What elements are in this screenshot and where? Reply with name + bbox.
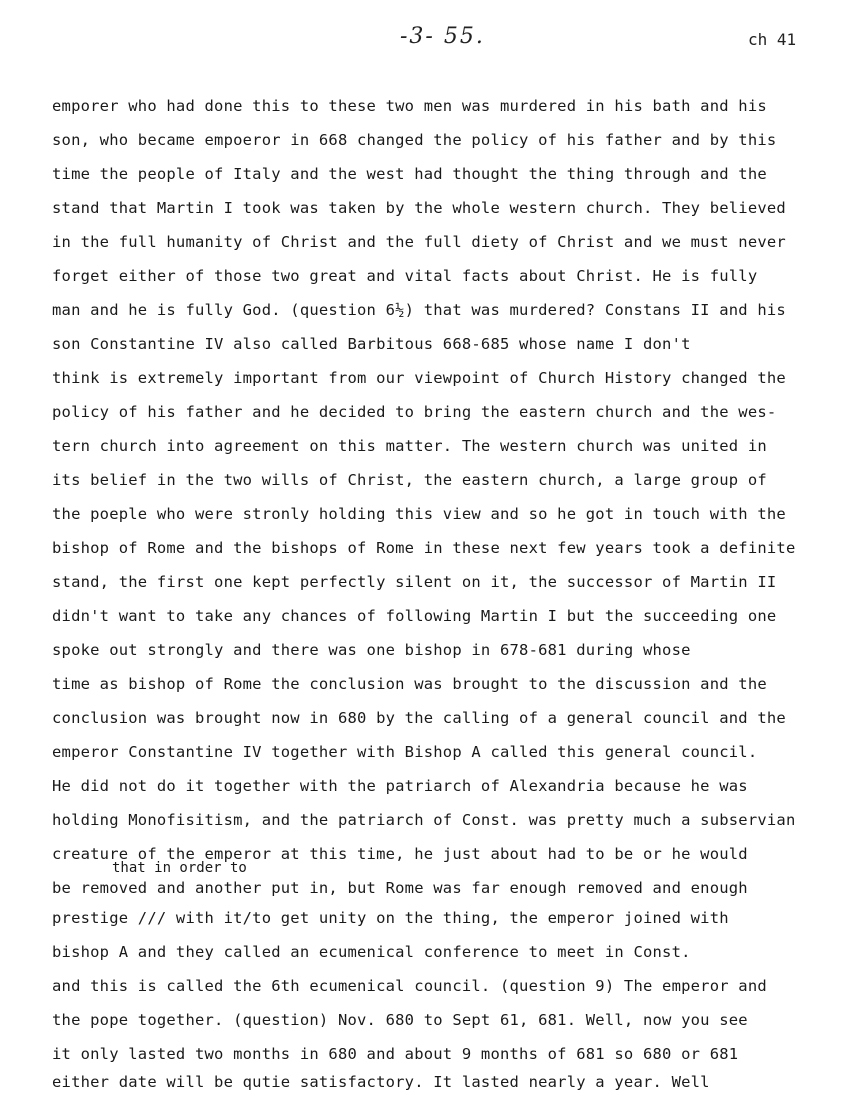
text-line: conclusion was brought now in 680 by the calling of a general council and the: [52, 709, 786, 727]
text-line: and this is called the 6th ecumenical council. (question 9) The emperor and: [52, 977, 767, 995]
text-line: son, who became empoeror in 668 changed the policy of his father and by this: [52, 131, 777, 149]
text-line: policy of his father and he decided to bring the eastern church and the wes-: [52, 403, 777, 421]
text-line: prestige /// with it/to get unity on the thing, the emperor joined with: [52, 909, 729, 927]
text-line: spoke out strongly and there was one bishop in 678-681 during whose: [52, 641, 691, 659]
text-line: forget either of those two great and vital facts about Christ. He is fully: [52, 267, 758, 285]
text-line: time the people of Italy and the west had thought the thing through and the: [52, 165, 767, 183]
text-line: emporer who had done this to these two men was murdered in his bath and his: [52, 97, 767, 115]
text-line: emperor Constantine IV together with Bishop A called this general council.: [52, 743, 758, 761]
text-line: bishop of Rome and the bishops of Rome in these next few years took a definite: [52, 539, 796, 557]
text-line: holding Monofisitism, and the patriarch of Const. was pretty much a subservian: [52, 811, 796, 829]
interline-insertion: that in order to: [112, 860, 247, 876]
text-line: the poeple who were stronly holding this view and so he got in touch with the: [52, 505, 786, 523]
handwritten-page-number: -3- 55.: [400, 24, 485, 49]
text-line: be removed and another put in, but Rome was far enough removed and enough: [52, 879, 748, 897]
text-line: man and he is fully God. (question 6½) that was murdered? Constans II and his: [52, 301, 786, 319]
text-line: in the full humanity of Christ and the full diety of Christ and we must never: [52, 233, 786, 251]
text-line: son Constantine IV also called Barbitous 668-685 whose name I don't: [52, 335, 691, 353]
text-line: it only lasted two months in 680 and about 9 months of 681 so 680 or 681: [52, 1045, 739, 1063]
text-line: tern church into agreement on this matter. The western church was united in: [52, 437, 767, 455]
text-line: creature of the emperor at this time, he just about had to be or he would: [52, 845, 748, 863]
text-line: didn't want to take any chances of following Martin I but the succeeding one: [52, 607, 777, 625]
text-line: stand that Martin I took was taken by the whole western church. They believed: [52, 199, 786, 217]
text-line: its belief in the two wills of Christ, the eastern church, a large group of: [52, 471, 767, 489]
text-line: think is extremely important from our viewpoint of Church History changed the: [52, 369, 786, 387]
text-line: bishop A and they called an ecumenical conference to meet in Const.: [52, 943, 691, 961]
text-line: He did not do it together with the patriarch of Alexandria because he was: [52, 777, 748, 795]
text-line: the pope together. (question) Nov. 680 to Sept 61, 681. Well, now you see: [52, 1011, 748, 1029]
text-line: either date will be qutie satisfactory. It lasted nearly a year. Well: [52, 1073, 710, 1091]
text-line: stand, the first one kept perfectly silent on it, the successor of Martin II: [52, 573, 777, 591]
text-line: time as bishop of Rome the conclusion was brought to the discussion and the: [52, 675, 767, 693]
chapter-label: ch 41: [748, 30, 797, 49]
